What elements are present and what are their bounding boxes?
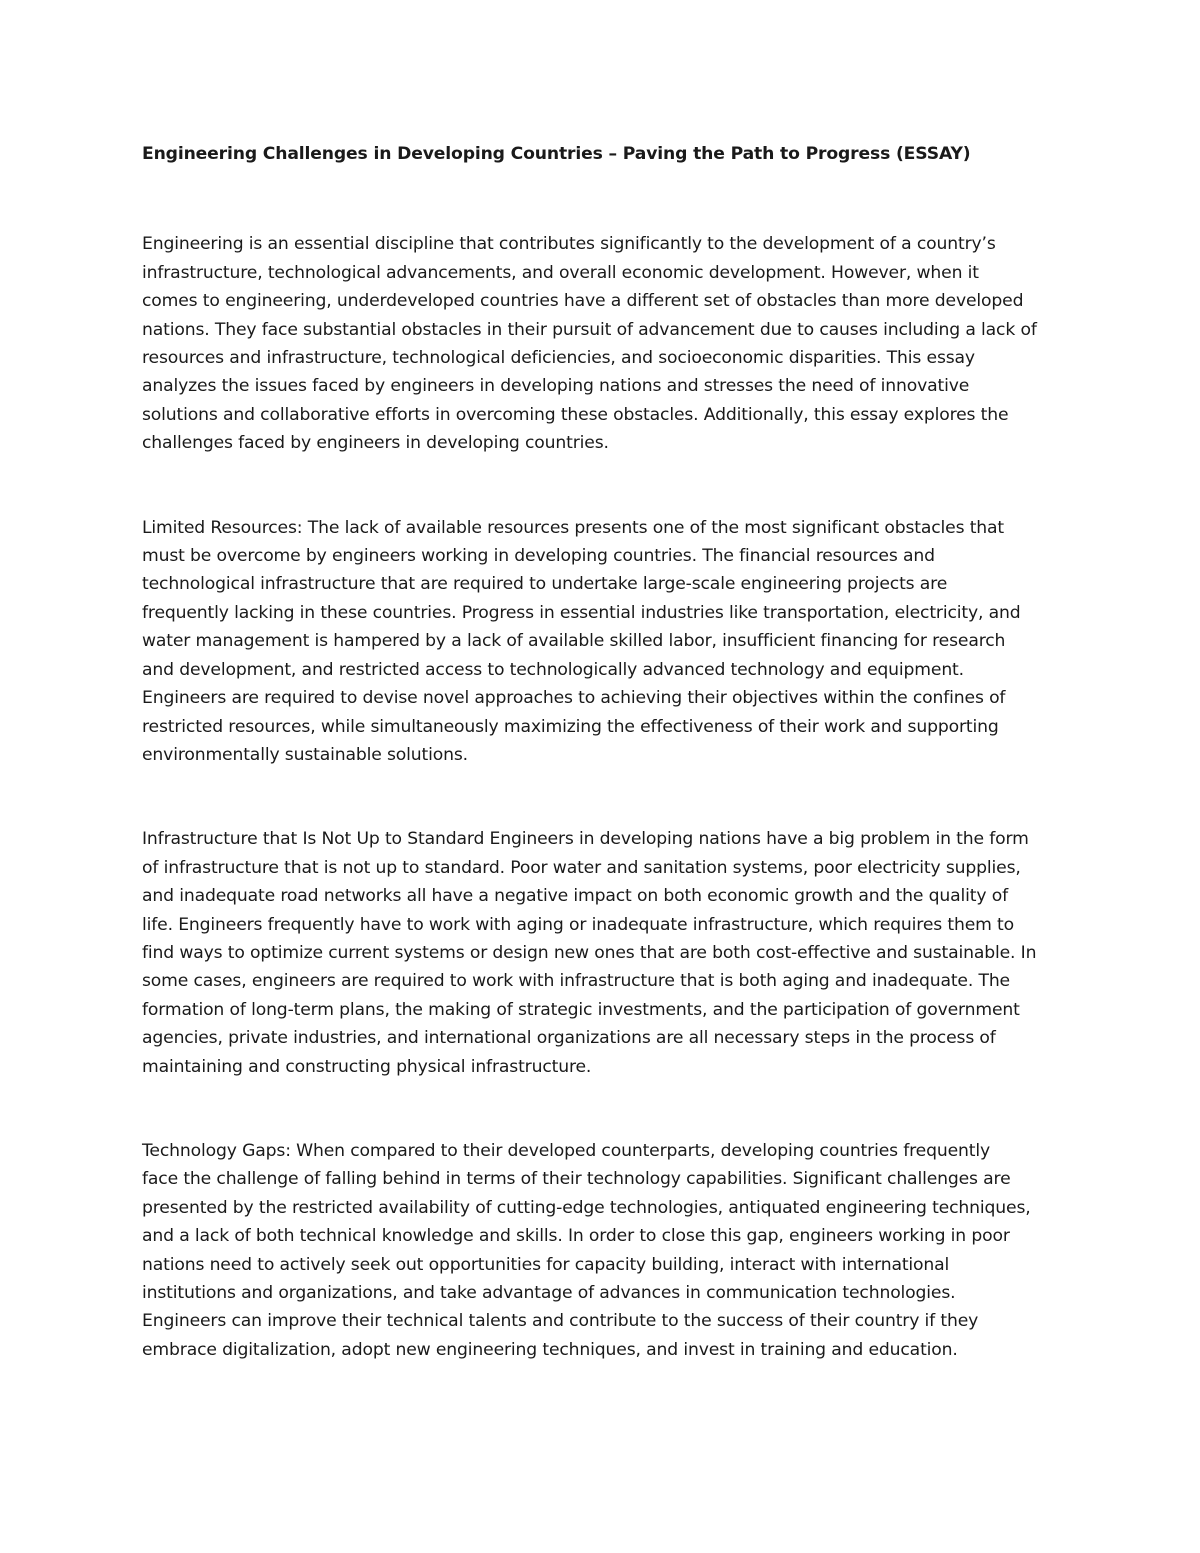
paragraph-line: face the challenge of falling behind in terms of their technology capabilities. Significant challenges are [142, 1169, 1011, 1190]
body-paragraph [142, 230, 1062, 457]
paragraph-line: technological infrastructure that are required to undertake large-scale engineering projects are [142, 574, 948, 595]
paragraph-line: analyzes the issues faced by engineers in developing nations and stresses the need of innovative [142, 376, 970, 397]
paragraph-line: formation of long-term plans, the making of strategic investments, and the participation of government [142, 999, 1020, 1020]
paragraph-line: and development, and restricted access to technologically advanced technology and equipment. [142, 659, 964, 680]
paragraph-line: presented by the restricted availability of cutting-edge technologies, antiquated engineering techniques, [142, 1197, 1031, 1218]
body-paragraph [142, 1137, 1062, 1364]
paragraph-line: life. Engineers frequently have to work with aging or inadequate infrastructure, which requires them to [142, 914, 1014, 935]
document-body [142, 140, 1062, 1364]
paragraph-line: comes to engineering, underdeveloped countries have a different set of obstacles than more developed [142, 291, 1024, 312]
paragraph-line: restricted resources, while simultaneously maximizing the effectiveness of their work and supporting [142, 716, 999, 737]
paragraph-line: Engineers are required to devise novel approaches to achieving their objectives within the confines of [142, 688, 1006, 709]
paragraph-line: environmentally sustainable solutions. [142, 744, 468, 765]
paragraph-line: Technology Gaps: When compared to their developed counterparts, developing countries frequently [142, 1140, 991, 1161]
paragraph-line: Limited Resources: The lack of available resources presents one of the most significant obstacles that [142, 517, 1005, 538]
paragraph-line: embrace digitalization, adopt new engineering techniques, and invest in training and education. [142, 1339, 958, 1360]
paragraph-line: and inadequate road networks all have a negative impact on both economic growth and the quality of [142, 886, 1008, 907]
paragraph-line: and a lack of both technical knowledge and skills. In order to close this gap, engineers working in poor [142, 1226, 1010, 1247]
paragraph-line: infrastructure, technological advancements, and overall economic development. However, when it [142, 262, 979, 283]
body-paragraph [142, 514, 1062, 770]
body-paragraph [142, 825, 1062, 1081]
paragraph-line: must be overcome by engineers working in developing countries. The financial resources and [142, 546, 935, 567]
paragraph-line: nations need to actively seek out opportunities for capacity building, interact with international [142, 1254, 950, 1275]
paragraph-line: nations. They face substantial obstacles in their pursuit of advancement due to causes including a lack of [142, 319, 1037, 340]
spacer [142, 168, 1062, 230]
paragraph-line: Engineering is an essential discipline that contributes significantly to the development of a country’s [142, 234, 996, 255]
paragraph-line: of infrastructure that is not up to standard. Poor water and sanitation systems, poor electricity supplies, [142, 857, 1021, 878]
paragraph-line: water management is hampered by a lack of available skilled labor, insufficient financing for research [142, 631, 1006, 652]
paragraph-line: challenges faced by engineers in developing countries. [142, 433, 609, 454]
paragraph-list [142, 230, 1062, 1364]
paragraph-line: Engineers can improve their technical talents and contribute to the success of their country if they [142, 1311, 979, 1332]
paragraph-line: solutions and collaborative efforts in overcoming these obstacles. Additionally, this essay explores the [142, 404, 1009, 425]
paragraph-line: frequently lacking in these countries. Progress in essential industries like transportation, electricity, and [142, 602, 1021, 623]
paragraph-line: find ways to optimize current systems or design new ones that are both cost-effective and sustainable. In [142, 942, 1037, 963]
paragraph-line: some cases, engineers are required to work with infrastructure that is both aging and inadequate. The [142, 971, 1010, 992]
spacer [142, 1081, 1062, 1137]
document-title: Engineering Challenges in Developing Countries – Paving the Path to Progress (ESSAY) [142, 144, 971, 164]
paragraph-line: resources and infrastructure, technological deficiencies, and socioeconomic disparities. This essay [142, 348, 975, 369]
paragraph-line: agencies, private industries, and international organizations are all necessary steps in the process of [142, 1028, 996, 1049]
spacer [142, 769, 1062, 825]
paragraph-line: maintaining and constructing physical infrastructure. [142, 1056, 592, 1077]
paragraph-line: Infrastructure that Is Not Up to Standard Engineers in developing nations have a big problem in the form [142, 829, 1029, 850]
spacer [142, 458, 1062, 514]
paragraph-line: institutions and organizations, and take advantage of advances in communication technologies. [142, 1283, 956, 1303]
